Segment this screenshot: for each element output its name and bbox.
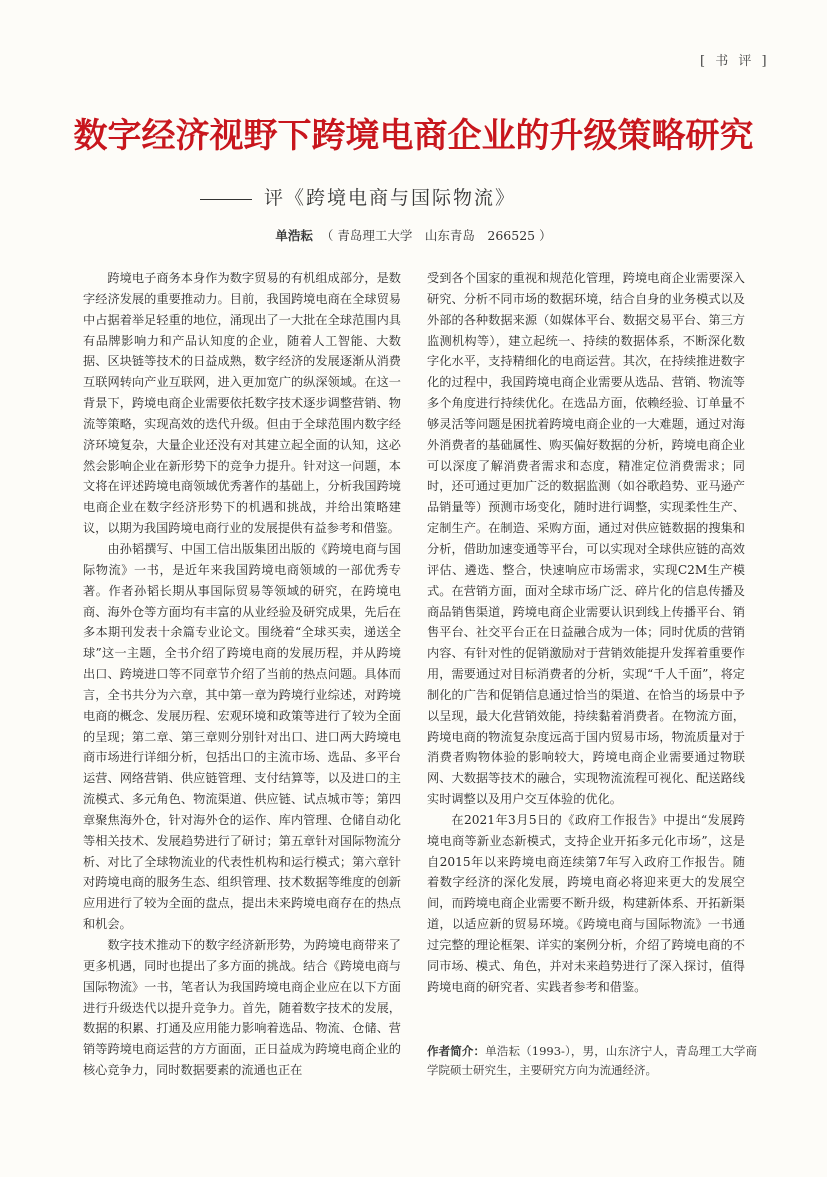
right-column	[427, 268, 745, 998]
author-affiliation: （ 青岛理工大学 山东青岛 266525 ）	[320, 228, 552, 243]
article-subtitle	[200, 183, 720, 210]
subtitle-dash	[200, 199, 252, 200]
bio-label: 作者简介：	[427, 1044, 486, 1058]
bio-text: 单浩耘（1993-），男，山东济宁人，青岛理工大学商学院硕士研究生，主要研究方向为流通经济。	[427, 1044, 758, 1077]
left-column	[83, 268, 401, 1081]
subtitle-text: 评《跨境电商与国际物流》	[264, 187, 517, 209]
paragraph: 在2021年3月5日的《政府工作报告》中提出“发展跨境电商等新业态新模式，支持企业开拓多元化市场”，这是自2015年以来跨境电商连续第7年写入政府工作报告。随着数字经济的深化发展，跨境电商必将迎来更大的发展空间，而跨境电商企业需要不断升级，构建新体系、开拓新渠道，以适应新的贸易环境。《跨境电商与国际物流》一书通过完整的理论框架、详实的案例分析，介绍了跨境电商的不同市场、模式、角色，并对未来趋势进行了深入探讨，值得跨境电商的研究者、实践者参考和借鉴。	[427, 812, 745, 994]
author-bio	[427, 1042, 757, 1080]
paragraph: 受到各个国家的重视和规范化管理，跨境电商企业需要深入研究、分析不同市场的数据环境，结合自身的业务模式以及外部的各种数据来源（如媒体平台、数据交易平台、第三方监测机构等），建立起统一、持续的数据体系，不断深化数字化水平，支持精细化的电商运营。其次，在持续推进数字化的过程中，我国跨境电商企业需要从选品、营销、物流等多个角度进行持续优化。在选品方面，依赖经验、订单量不够灵活等问题是困扰着跨境电商企业的一大难题，通过对海外消费者的基础属性、购买偏好数据的分析，跨境电商企业可以深度了解消费者需求和态度，精准定位消费需求；同时，还可通过更加广泛的数据监测（如谷歌趋势、亚马逊产品销量等）预测市场变化，随时进行调整，实现柔性生产、定制生产。在制造、采购方面，通过对供应链数据的搜集和分析，借助加速变通等平台，可以实现对全球供应链的高效评估、遴选、整合，快速响应市场需求，实现C2M生产模式。在营销方面，面对全球市场广泛、碎片化的信息传播及商品销售渠道，跨境电商企业需要认识到线上传播平台、销售平台、社交平台正在日益融合成为一体；同时优质的营销内容、有针对性的促销激励对于营销效能提升发挥着重要作用，需要通过对目标消费者的分析，实现“千人千面”，将定制化的广告和促销信息通过恰当的渠道、在恰当的场景中予以呈现，最大化营销效能，持续黏着消费者。在物流方面，跨境电商的物流复杂度远高于国内贸易市场，物流质量对于消费者购物体验的影响较大，跨境电商企业需要通过物联网、大数据等技术的融合，实现物流流程可视化、配送路线实时调整以及用户交互体验的优化。	[427, 271, 745, 807]
author-name: 单浩耘	[275, 228, 313, 243]
paragraph: 数字技术推动下的数字经济新形势，为跨境电商带来了更多机遇，同时也提出了多方面的挑战。结合《跨境电商与国际物流》一书，笔者认为我国跨境电商企业应在以下方面进行升级迭代以提升竞争力。首先，随着数字技术的发展，数据的积累、打通及应用能力影响着选品、物流、仓储、营销等跨境电商运营的方方面面，正日益成为跨境电商企业的核心竞争力，同时数据要素的流通也正在	[83, 938, 401, 1078]
author-line	[0, 226, 827, 244]
paragraph: 跨境电子商务本身作为数字贸易的有机组成部分，是数字经济发展的重要推动力。目前，我国跨境电商在全球贸易中占据着举足轻重的地位，涌现出了一大批在全球范围内具有品牌影响力和产品认知度的企业，随着人工智能、大数据、区块链等技术的日益成熟，数字经济的发展逐渐从消费互联网转向产业互联网，进入更加宽广的纵深领域。在这一背景下，跨境电商企业需要依托数字技术逐步调整营销、物流等策略，实现高效的迭代升级。但由于全球范围内数字经济环境复杂，大量企业还没有对其建立起全面的认知，这必然会影响企业在新形势下的竞争力提升。针对这一问题，本文将在评述跨境电商领域优秀著作的基础上，分析我国跨境电商企业在数字经济形势下的机遇和挑战，并给出策略建议，以期为我国跨境电商行业的发展提供有益参考和借鉴。	[83, 271, 401, 536]
paragraph: 由孙韬撰写、中国工信出版集团出版的《跨境电商与国际物流》一书，是近年来我国跨境电商领域的一部优秀专著。作者孙韬长期从事国际贸易等领域的研究，在跨境电商、海外仓等方面均有丰富的从业经验及研究成果，先后在多本期刊发表十余篇专业论文。围绕着“全球买卖，递送全球”这一主题，全书介绍了跨境电商的发展历程，并从跨境出口、跨境进口等不同章节介绍了当前的热点问题。具体而言，全书共分为六章，其中第一章为跨境行业综述，对跨境电商的概念、发展历程、宏观环境和政策等进行了较为全面的呈现；第二章、第三章则分别针对出口、进口两大跨境电商市场进行详细分析，包括出口的主流市场、选品、多平台运营、网络营销、供应链管理、支付结算等，以及进口的主流模式、多元角色、物流渠道、供应链、试点城市等；第四章聚焦海外仓，针对海外仓的运作、库内管理、仓储自动化等相关技术、发展趋势进行了研讨；第五章针对国际物流分析、对比了全球物流业的代表性机构和运行模式；第六章针对跨境电商的服务生态、组织管理、技术数据等维度的创新应用进行了较为全面的盘点，提出未来跨境电商存在的热点和机会。	[83, 541, 401, 932]
article-title: 数字经济视野下跨境电商企业的升级策略研究	[73, 116, 754, 156]
section-tag: [ 书 评 ]	[700, 54, 770, 69]
